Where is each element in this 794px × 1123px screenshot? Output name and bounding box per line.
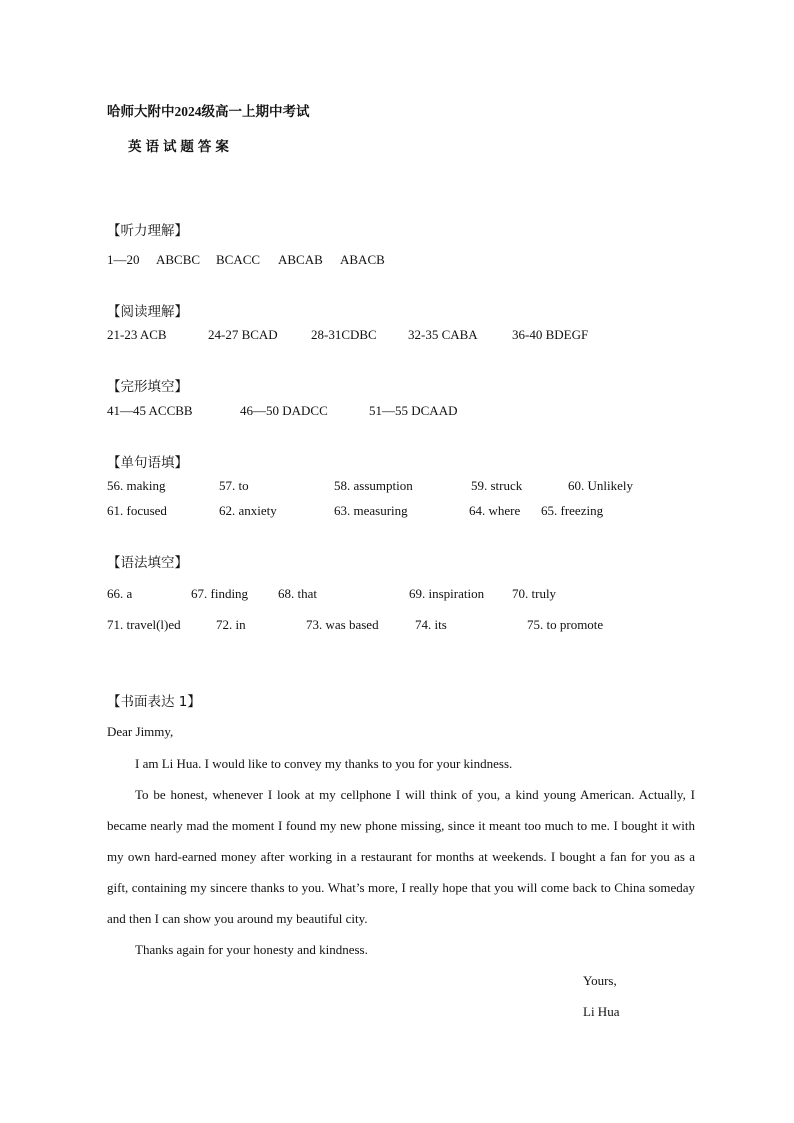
reading-group-3: 28-31CDBC (311, 327, 377, 342)
cloze-group-1: 41—45 ACCBB (107, 403, 193, 418)
grammar-74: 74. its (415, 617, 447, 632)
reading-group-1: 21-23 ACB (107, 327, 167, 342)
letter-paragraph-2: To be honest, whenever I look at my cellphone I will think of you, a kind young American. Actually, I became nearly mad the moment I found my new phone missing, since it meant too much to me. I bought it with my own hard-earned money after working in a restaurant for months at weekends. I bought a fan for you as a gift, containing my sincere thanks to you. What’s more, I really hope that you will come back to China someday and then I can show you around my beautiful city. (107, 787, 695, 926)
word-fill-56: 56. making (107, 478, 166, 493)
page-subtitle: 英 语 试 题 答 案 (128, 139, 230, 154)
section-heading-writing: 【书面表达 1】 (107, 694, 201, 710)
grammar-72: 72. in (216, 617, 246, 632)
grammar-68: 68. that (278, 586, 317, 601)
listening-group-2: BCACC (216, 252, 261, 267)
letter-signature: Li Hua (583, 1004, 620, 1019)
section-heading-listening: 【听力理解】 (107, 223, 188, 239)
grammar-75: 75. to promote (527, 617, 604, 632)
word-fill-60: 60. Unlikely (568, 478, 633, 493)
section-heading-grammar: 【语法填空】 (107, 555, 188, 571)
grammar-69: 69. inspiration (409, 586, 485, 601)
word-fill-64: 64. where (469, 503, 521, 518)
letter-paragraph-3: Thanks again for your honesty and kindness. (135, 942, 368, 957)
section-heading-cloze: 【完形填空】 (107, 379, 188, 395)
reading-group-2: 24-27 BCAD (208, 327, 278, 342)
reading-group-4: 32-35 CABA (408, 327, 478, 342)
letter-closing: Yours, (583, 973, 617, 988)
section-heading-word-fill: 【单句语填】 (107, 455, 188, 471)
listening-range: 1—20 (107, 252, 140, 267)
letter-paragraph-1: I am Li Hua. I would like to convey my thanks to you for your kindness. (135, 756, 513, 771)
grammar-70: 70. truly (512, 586, 557, 601)
section-heading-reading: 【阅读理解】 (107, 304, 188, 320)
cloze-group-2: 46—50 DADCC (240, 403, 328, 418)
grammar-71: 71. travel(l)ed (107, 617, 181, 632)
grammar-73: 73. was based (306, 617, 379, 632)
word-fill-59: 59. struck (471, 478, 523, 493)
cloze-group-3: 51—55 DCAAD (369, 403, 458, 418)
word-fill-62: 62. anxiety (219, 503, 277, 518)
word-fill-65: 65. freezing (541, 503, 604, 518)
word-fill-57: 57. to (219, 478, 249, 493)
word-fill-61: 61. focused (107, 503, 167, 518)
grammar-66: 66. a (107, 586, 133, 601)
page-title: 哈师大附中2024级高一上期中考试 (107, 104, 310, 119)
reading-group-5: 36-40 BDEGF (512, 327, 589, 342)
listening-group-4: ABACB (340, 252, 385, 267)
listening-group-3: ABCAB (278, 252, 323, 267)
letter-salutation: Dear Jimmy, (107, 724, 174, 739)
word-fill-63: 63. measuring (334, 503, 408, 518)
grammar-67: 67. finding (191, 586, 249, 601)
word-fill-58: 58. assumption (334, 478, 413, 493)
listening-group-1: ABCBC (156, 252, 201, 267)
